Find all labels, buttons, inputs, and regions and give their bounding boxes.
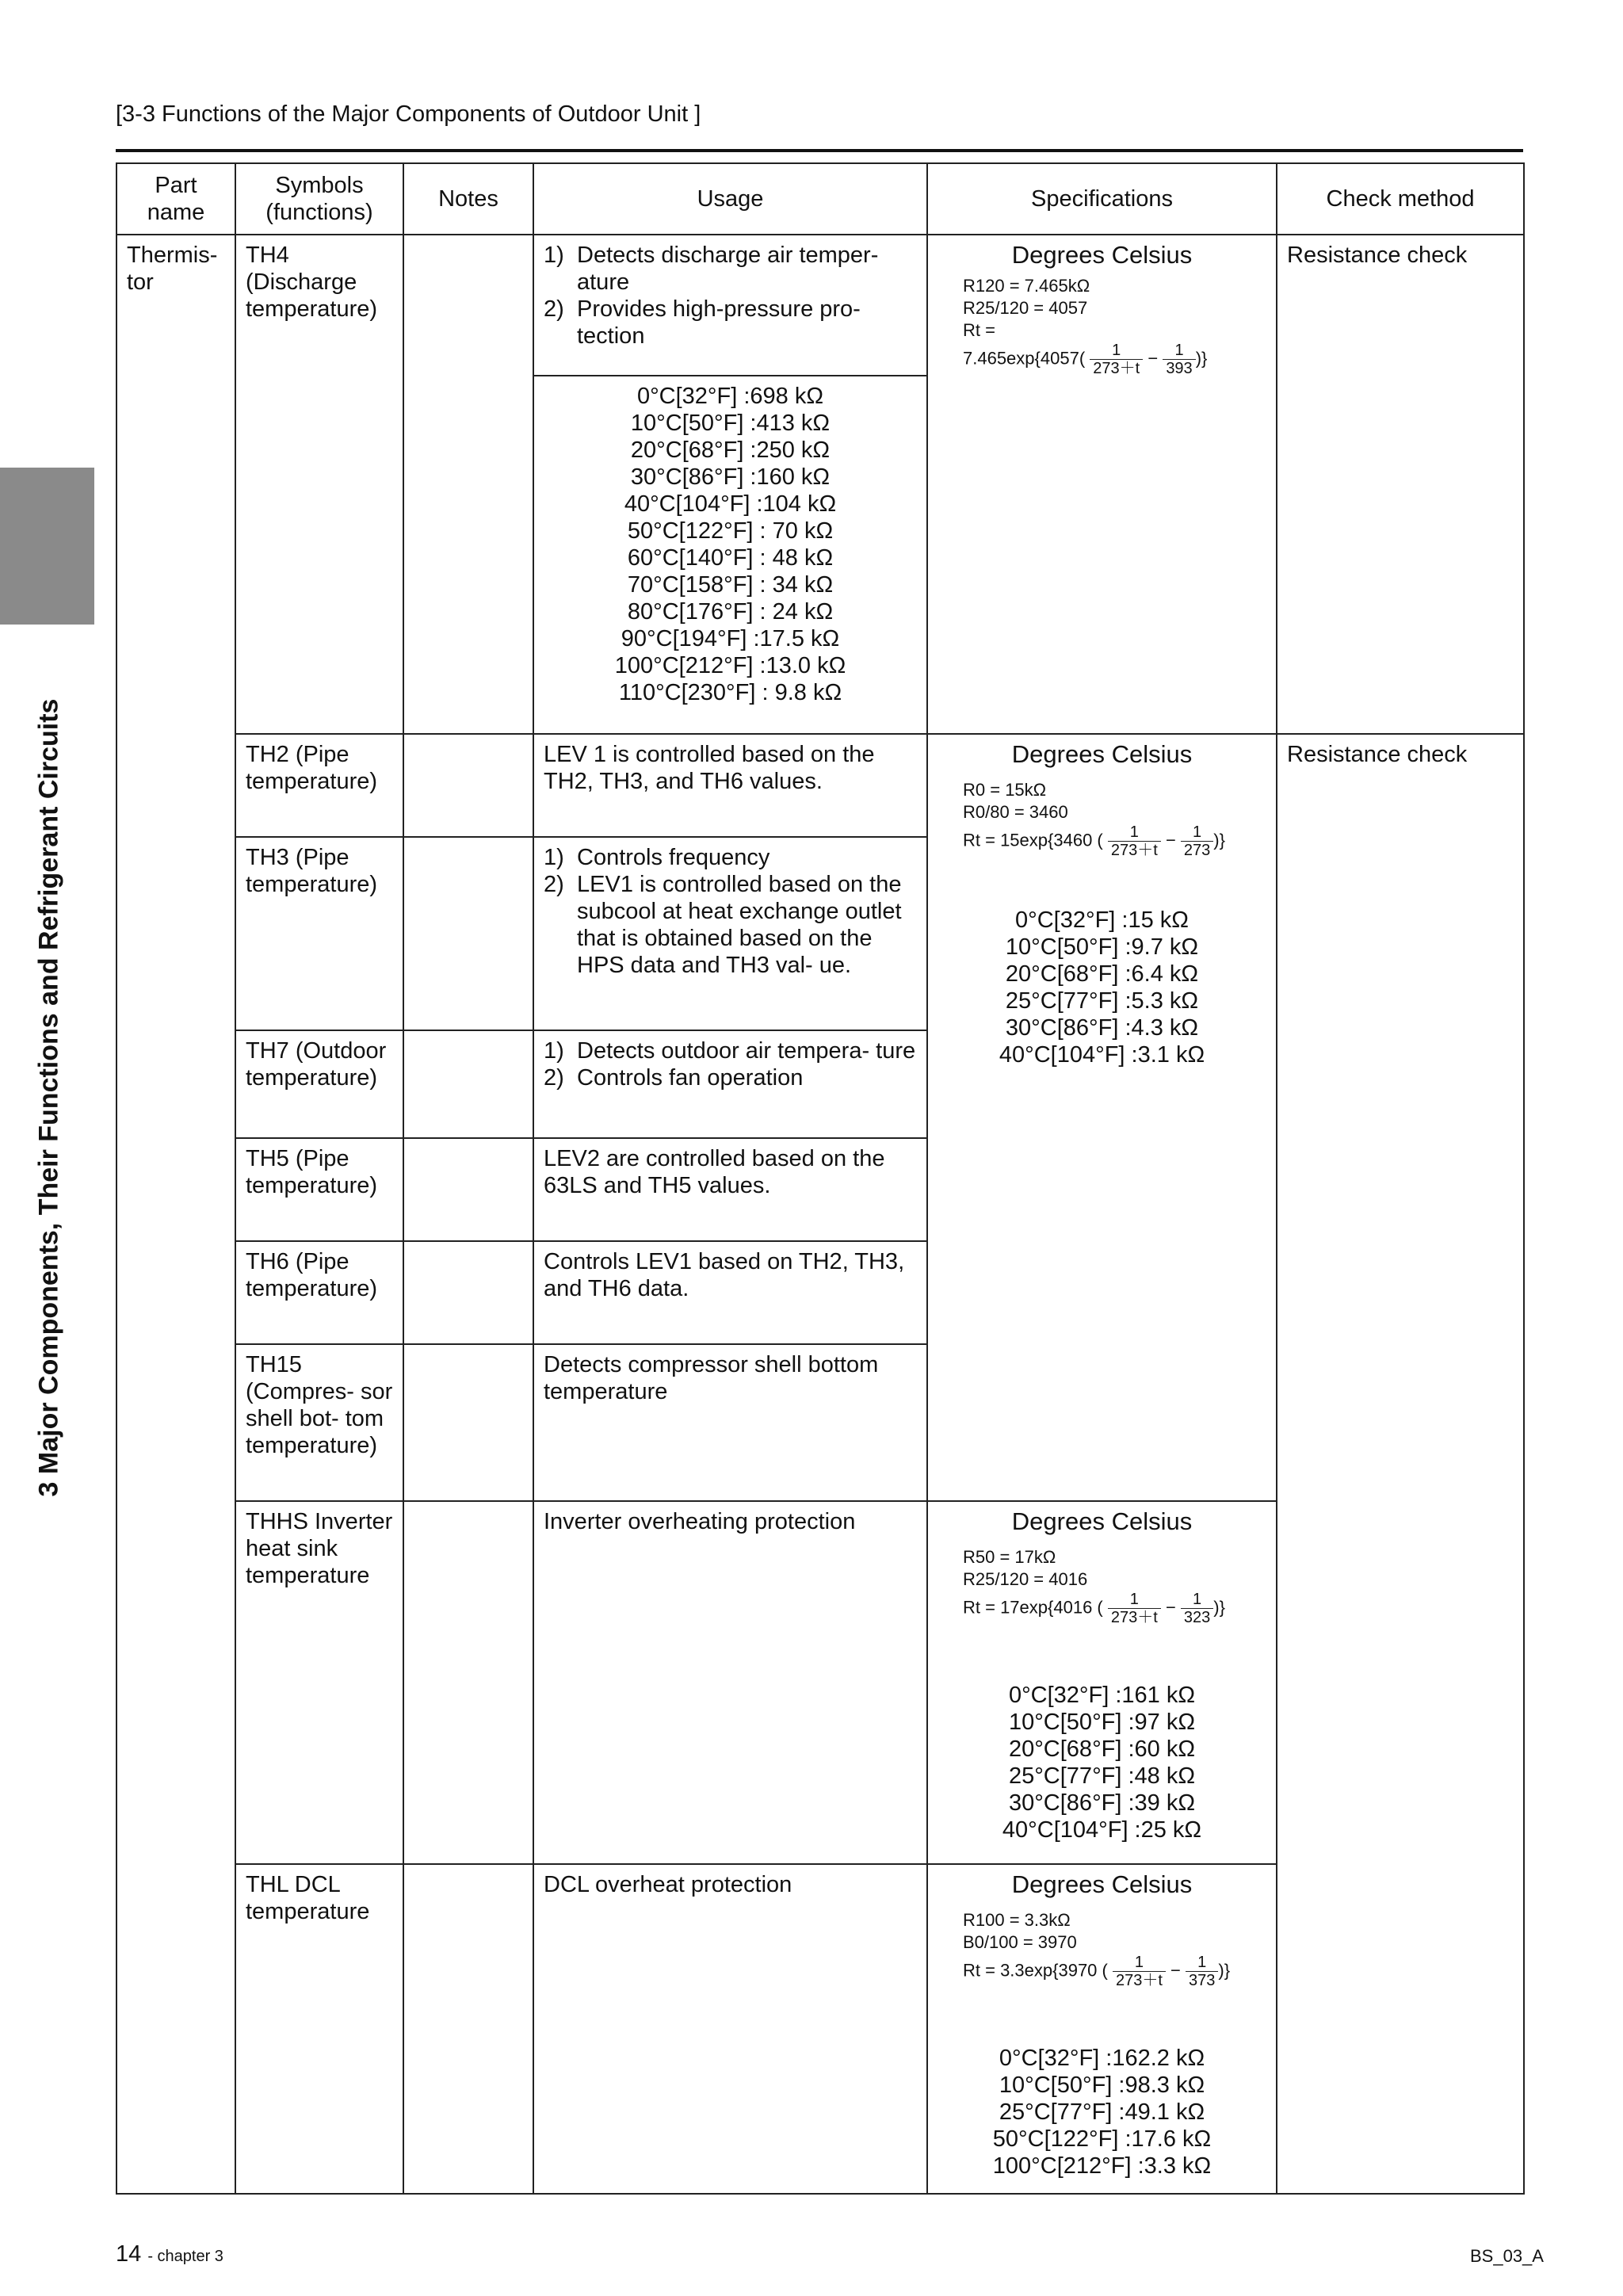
formula-line: R50 = 17kΩ <box>963 1547 1056 1567</box>
formula-part: − <box>1165 1597 1176 1618</box>
resistance-value: 40°C[104°F] :25 kΩ <box>1002 1817 1202 1843</box>
spec-cell <box>927 1864 1277 2194</box>
formula-part: Rt = 17exp{4016 ( <box>963 1597 1103 1618</box>
resistance-value: 25°C[77°F] :49.1 kΩ <box>999 2099 1205 2125</box>
resistance-value: 30°C[86°F] :39 kΩ <box>1008 1790 1196 1816</box>
resistance-value: 0°C[32°F] :15 kΩ <box>1015 907 1189 933</box>
formula-line: R25/120 = 4016 <box>963 1569 1088 1589</box>
usage-cell <box>533 235 927 376</box>
chapter-ref: - chapter 3 <box>147 2248 223 2265</box>
resistance-value: 20°C[68°F] :6.4 kΩ <box>1005 961 1199 987</box>
symbol-cell: TH4 (Discharge temperature) <box>235 235 403 734</box>
formula-line <box>963 1591 1266 1626</box>
chapter-tab-block <box>0 468 94 625</box>
resistance-list <box>938 1682 1266 1843</box>
usage-cell: Inverter overheating protection <box>533 1501 927 1864</box>
usage-cell <box>533 837 927 1030</box>
usage-text: Detects outdoor air tempera- ture <box>577 1038 916 1064</box>
formula-part: )} <box>1218 1960 1231 1981</box>
list-number: 2) <box>544 296 564 322</box>
formula-part: − <box>1165 830 1176 850</box>
fraction-numerator: 1 <box>1090 342 1143 360</box>
fraction <box>1090 342 1143 377</box>
formula <box>963 275 1266 377</box>
resistance-value: 20°C[68°F] :250 kΩ <box>630 437 831 463</box>
notes-cell <box>403 1344 533 1501</box>
fraction <box>1108 1591 1161 1626</box>
col-header: Specifications <box>927 163 1277 235</box>
resistance-value: 10°C[50°F] :413 kΩ <box>630 411 831 436</box>
spec-cell <box>927 734 1277 1501</box>
resistance-value: 0°C[32°F] :161 kΩ <box>1008 1683 1196 1708</box>
formula-line: R120 = 7.465kΩ <box>963 276 1090 296</box>
notes-cell <box>403 1501 533 1864</box>
usage-cell: LEV2 are controlled based on the 63LS and TH5 values. <box>533 1138 927 1241</box>
table-row <box>116 235 1524 376</box>
col-header: Symbols (functions) <box>235 163 403 235</box>
fraction-denominator: 323 <box>1183 1609 1211 1626</box>
usage-cell <box>533 1030 927 1138</box>
resistance-value: 110°C[230°F] : 9.8 kΩ <box>618 680 842 705</box>
resistance-value: 10°C[50°F] :98.3 kΩ <box>999 2073 1205 2098</box>
notes-cell <box>403 1241 533 1344</box>
formula <box>963 1909 1266 1989</box>
resistance-value: 20°C[68°F] :60 kΩ <box>1008 1736 1196 1762</box>
formula-line <box>963 342 1266 377</box>
resistance-value: 0°C[32°F] :698 kΩ <box>636 384 824 409</box>
page-header: [3-3 Functions of the Major Components of Outdoor Unit ] <box>116 101 701 127</box>
resistance-value: 25°C[77°F] :48 kΩ <box>1008 1763 1196 1789</box>
formula-line: Rt = <box>963 320 995 340</box>
usage-text: Controls frequency <box>577 845 770 870</box>
fraction-denominator: 273＋t <box>1093 360 1140 377</box>
formula-part: Rt = 3.3exp{3970 ( <box>963 1960 1108 1981</box>
fraction-numerator: 1 <box>1113 1954 1166 1972</box>
resistance-value: 100°C[212°F] :3.3 kΩ <box>992 2153 1212 2179</box>
col-header: Check method <box>1277 163 1524 235</box>
symbol-cell: TH15 (Compres- sor shell bot- tom temperature) <box>235 1344 403 1501</box>
list-number: 1) <box>544 243 564 268</box>
resistance-value: 40°C[104°F] :3.1 kΩ <box>999 1042 1205 1068</box>
check-cell: Resistance check <box>1277 734 1524 2194</box>
formula-part: − <box>1170 1960 1181 1981</box>
fraction <box>1113 1954 1166 1989</box>
resistance-value: 40°C[104°F] :104 kΩ <box>624 491 837 517</box>
formula-line: R0 = 15kΩ <box>963 780 1047 800</box>
usage-cell: DCL overheat protection <box>533 1864 927 2194</box>
formula-part: )} <box>1195 348 1208 369</box>
formula-part: )} <box>1213 830 1225 850</box>
fraction <box>1181 1591 1213 1626</box>
fraction-denominator: 373 <box>1189 1972 1216 1989</box>
notes-cell <box>403 1138 533 1241</box>
spec-title: Degrees Celsius <box>1011 241 1193 269</box>
fraction-denominator: 273＋t <box>1115 1972 1163 1989</box>
notes-cell <box>403 734 533 837</box>
spec-title: Degrees Celsius <box>1011 740 1193 768</box>
symbol-cell: THHS Inverter heat sink temperature <box>235 1501 403 1864</box>
formula-line: B0/100 = 3970 <box>963 1932 1077 1952</box>
resistance-value: 10°C[50°F] :9.7 kΩ <box>1005 934 1199 960</box>
spec-cell <box>927 235 1277 734</box>
fraction-numerator: 1 <box>1108 1591 1161 1609</box>
fraction <box>1163 342 1195 377</box>
notes-cell <box>403 1030 533 1138</box>
fraction-numerator: 1 <box>1163 342 1195 360</box>
header-rule <box>116 149 1523 152</box>
fraction-numerator: 1 <box>1186 1954 1218 1972</box>
fraction <box>1186 1954 1218 1989</box>
list-number: 2) <box>544 1065 564 1091</box>
formula-line: R25/120 = 4057 <box>963 298 1088 318</box>
list-number: 2) <box>544 872 564 897</box>
table-header-row <box>116 163 1524 235</box>
resistance-value: 70°C[158°F] : 34 kΩ <box>627 572 834 598</box>
usage-text: LEV1 is controlled based on the subcool at heat exchange outlet that is obtained based on the HPS data and TH3 val- ue. <box>577 872 902 978</box>
usage-cell: Detects compressor shell bottom temperature <box>533 1344 927 1501</box>
symbol-cell: TH6 (Pipe temperature) <box>235 1241 403 1344</box>
fraction-denominator: 273 <box>1183 842 1211 859</box>
components-table <box>116 162 1525 2195</box>
spec-title: Degrees Celsius <box>1011 1507 1193 1535</box>
spec-cell <box>927 1501 1277 1864</box>
resistance-list <box>938 907 1266 1068</box>
notes-cell <box>403 235 533 734</box>
symbol-cell: TH7 (Outdoor temperature) <box>235 1030 403 1138</box>
usage-text: Provides high-pressure pro- tection <box>577 296 861 349</box>
list-number: 1) <box>544 845 564 870</box>
resistance-value: 30°C[86°F] :4.3 kΩ <box>1005 1015 1199 1041</box>
fraction-numerator: 1 <box>1108 823 1161 842</box>
symbol-cell: TH5 (Pipe temperature) <box>235 1138 403 1241</box>
formula-part: 7.465exp{4057( <box>963 348 1086 369</box>
col-header: Part name <box>116 163 235 235</box>
list-number: 1) <box>544 1038 564 1064</box>
page-number: 14 <box>116 2241 142 2267</box>
usage-text: Detects discharge air temper- ature <box>577 243 879 295</box>
page-footer-left <box>116 2241 223 2267</box>
symbol-cell: TH2 (Pipe temperature) <box>235 734 403 837</box>
symbol-cell: THL DCL temperature <box>235 1864 403 2194</box>
formula <box>963 1546 1266 1626</box>
check-cell: Resistance check <box>1277 235 1524 734</box>
resistance-list <box>938 2045 1266 2179</box>
fraction-denominator: 273＋t <box>1110 842 1158 859</box>
resistance-value: 30°C[86°F] :160 kΩ <box>630 464 831 490</box>
resistance-value: 10°C[50°F] :97 kΩ <box>1008 1710 1196 1735</box>
notes-cell <box>403 837 533 1030</box>
spec-title: Degrees Celsius <box>1011 1870 1193 1898</box>
doc-code: BS_03_A <box>1470 2246 1544 2266</box>
fraction-numerator: 1 <box>1181 1591 1213 1609</box>
col-header: Notes <box>403 163 533 235</box>
formula-part: − <box>1148 348 1159 369</box>
formula-line: R100 = 3.3kΩ <box>963 1910 1071 1930</box>
resistance-value: 90°C[194°F] :17.5 kΩ <box>621 626 840 651</box>
resistance-value: 0°C[32°F] :162.2 kΩ <box>999 2046 1205 2071</box>
fraction <box>1181 823 1213 859</box>
formula-part: )} <box>1213 1597 1225 1618</box>
usage-cell: Controls LEV1 based on TH2, TH3, and TH6 data. <box>533 1241 927 1344</box>
resistance-value: 50°C[122°F] :17.6 kΩ <box>992 2126 1212 2152</box>
notes-cell <box>403 1864 533 2194</box>
resistance-value: 60°C[140°F] : 48 kΩ <box>627 545 834 571</box>
resistance-value: 25°C[77°F] :5.3 kΩ <box>1005 988 1199 1014</box>
fraction-denominator: 273＋t <box>1110 1609 1158 1626</box>
usage-text: Controls fan operation <box>577 1065 804 1091</box>
resistance-value: 50°C[122°F] : 70 kΩ <box>627 518 834 544</box>
usage-cell: LEV 1 is controlled based on the TH2, TH3, and TH6 values. <box>533 734 927 837</box>
resistance-value: 80°C[176°F] : 24 kΩ <box>627 599 834 625</box>
fraction-denominator: 393 <box>1166 360 1193 377</box>
table-row <box>116 734 1524 837</box>
symbol-cell: TH3 (Pipe temperature) <box>235 837 403 1030</box>
formula-line: R0/80 = 3460 <box>963 802 1068 822</box>
fraction-numerator: 1 <box>1181 823 1213 842</box>
col-header: Usage <box>533 163 927 235</box>
chapter-side-label: 3 Major Components, Their Functions and Refrigerant Circuits <box>33 698 64 1497</box>
fraction <box>1108 823 1161 859</box>
formula-line <box>963 823 1266 859</box>
resistance-value: 100°C[212°F] :13.0 kΩ <box>614 653 846 678</box>
resistance-list <box>533 376 927 734</box>
formula-part: Rt = 15exp{3460 ( <box>963 830 1103 850</box>
part-name-cell: Thermis- tor <box>116 235 235 2194</box>
formula-line <box>963 1954 1266 1989</box>
formula <box>963 779 1266 859</box>
